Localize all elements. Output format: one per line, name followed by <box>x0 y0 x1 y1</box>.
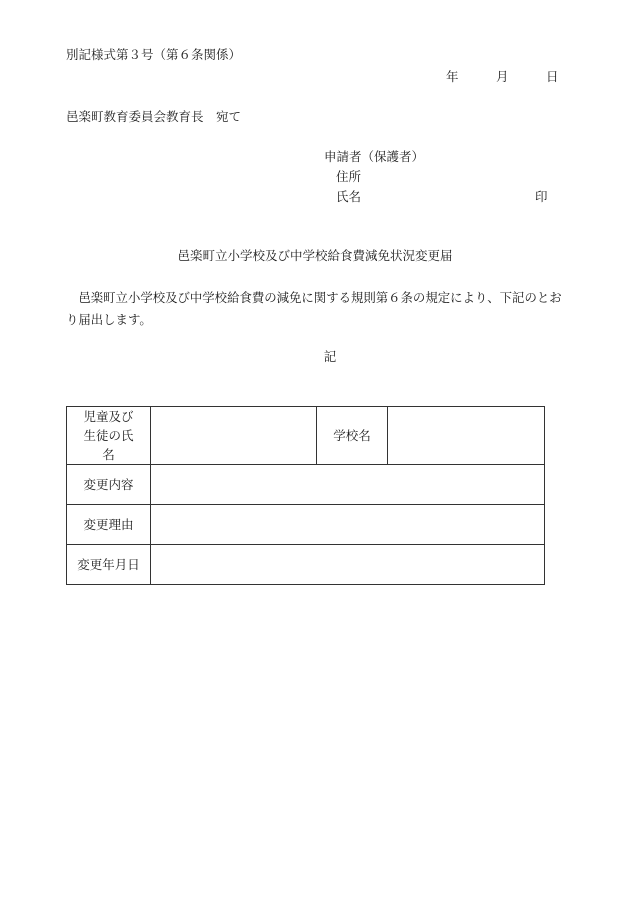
table-row-change-content <box>67 465 545 505</box>
student-name-label: 児童及び生徒の氏名 <box>67 407 151 465</box>
table-row-student <box>67 407 545 465</box>
applicant-label: 申請者（保護者） <box>324 149 425 164</box>
date-day-label: 日 <box>546 69 559 84</box>
ki-heading: 記 <box>323 349 337 364</box>
document-title: 邑楽町立小学校及び中学校給食費減免状況変更届 <box>177 248 453 263</box>
table-row-change-reason <box>67 505 545 545</box>
student-name-field[interactable] <box>151 407 317 465</box>
address-label: 住所 <box>336 169 362 184</box>
date-month-label: 月 <box>496 69 509 84</box>
change-reason-label: 変更理由 <box>67 505 151 545</box>
date-year-label: 年 <box>446 69 459 84</box>
details-table <box>66 406 545 585</box>
change-reason-field[interactable] <box>151 505 545 545</box>
table-row-change-date <box>67 545 545 585</box>
change-content-label: 変更内容 <box>67 465 151 505</box>
date-line <box>446 69 558 85</box>
change-content-field[interactable] <box>151 465 545 505</box>
addressee: 邑楽町教育委員会教育長 宛て <box>66 109 242 124</box>
change-date-field[interactable] <box>151 545 545 585</box>
body-text: 邑楽町立小学校及び中学校給食費の減免に関する規則第６条の規定により、下記のとおり届出します。 <box>66 290 562 327</box>
change-date-label: 変更年月日 <box>67 545 151 585</box>
name-label: 氏名 <box>336 189 362 204</box>
school-name-field[interactable] <box>388 407 545 465</box>
seal-mark: 印 <box>535 189 548 204</box>
school-name-label: 学校名 <box>317 407 388 465</box>
form-number: 別記様式第３号（第６条関係） <box>66 47 242 62</box>
